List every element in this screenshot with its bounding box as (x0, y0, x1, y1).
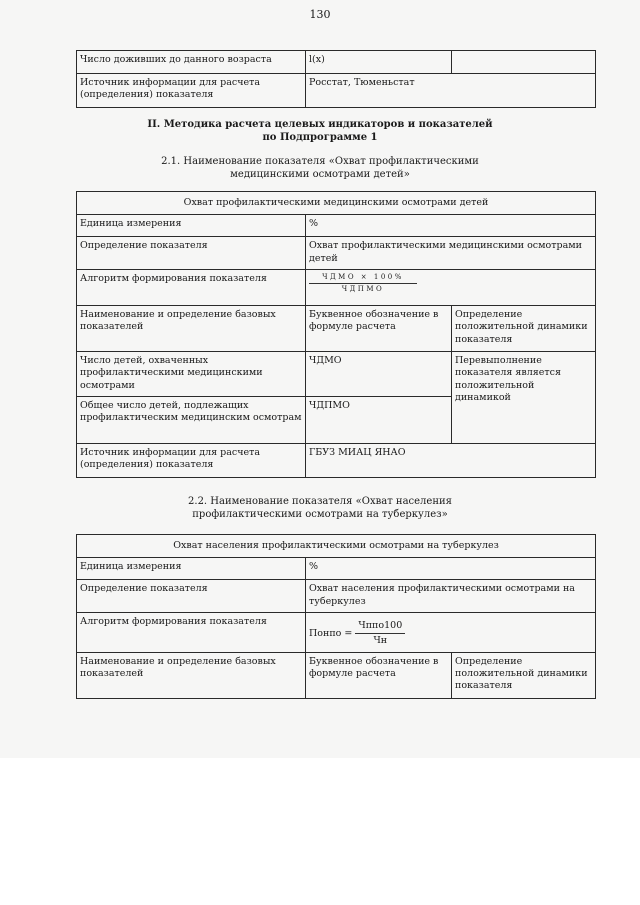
table-row (77, 51, 596, 74)
subheading-2-2-line2: профилактическими осмотрами на туберкулез» (192, 509, 448, 520)
table-row (77, 558, 596, 580)
table-row (77, 580, 596, 613)
subheading-2-1 (0, 155, 640, 181)
table-cell: Охват профилактическими медицинскими осмотрами детей (306, 237, 596, 270)
table-row (77, 270, 596, 306)
table-row (77, 215, 596, 237)
table-cell: Охват населения профилактическими осмотрами на туберкулез (306, 580, 596, 613)
formula-numerator: ЧДМО × 100% (309, 273, 417, 284)
table-row (77, 535, 596, 558)
table-row (77, 74, 596, 108)
table-cell: Наименование и определение базовых показателей (77, 306, 306, 352)
table-cell: Источник информации для расчета (определения) показателя (77, 74, 306, 108)
formula-fraction (355, 620, 405, 648)
subheading-2-2 (0, 495, 640, 521)
table-cell (452, 51, 596, 74)
table-cell: Определение показателя (77, 580, 306, 613)
table-cell: Единица измерения (77, 558, 306, 580)
table-cell: Определение положительной динамики показателя (452, 652, 596, 698)
table-cell: Определение показателя (77, 237, 306, 270)
table-cell: % (306, 215, 596, 237)
section-heading-line1: II. Методика расчета целевых индикаторов и показателей (147, 119, 493, 130)
table-cell: Число доживших до данного возраста (77, 51, 306, 74)
table-cell: Определение положительной динамики показателя (452, 306, 596, 352)
table-cell: Единица измерения (77, 215, 306, 237)
section-heading-line2: по Подпрограмме 1 (262, 132, 378, 143)
formula-numerator: Чппо100 (355, 620, 405, 634)
table-row (77, 352, 596, 397)
table-cell: Росстат, Тюменьстат (306, 74, 596, 108)
table-cell: ГБУЗ МИАЦ ЯНАО (306, 444, 596, 478)
table-cell: Буквенное обозначение в формуле расчета (306, 306, 452, 352)
table-cell: Буквенное обозначение в формуле расчета (306, 652, 452, 698)
table-row (77, 192, 596, 215)
table-cell: ЧДМО (306, 352, 452, 397)
table-cell: % (306, 558, 596, 580)
table-row (77, 652, 596, 698)
formula-cell (306, 613, 596, 653)
table-cell: Источник информации для расчета (определения) показателя (77, 444, 306, 478)
table-title: Охват профилактическими медицинскими осмотрами детей (77, 192, 596, 215)
formula-denominator: Чн (373, 635, 388, 647)
table-cell: Перевыполнение показателя является положительной динамикой (452, 352, 596, 444)
formula-cell (306, 270, 596, 306)
table-row (77, 237, 596, 270)
table-cell: Общее число детей, подлежащих профилактическим медицинским осмотрам (77, 397, 306, 444)
table-cell: l(x) (306, 51, 452, 74)
table-cell: Алгоритм формирования показателя (77, 270, 306, 306)
formula-denominator: ЧДПМО (341, 285, 385, 294)
formula (309, 273, 417, 294)
section-heading (0, 118, 640, 144)
table-row (77, 306, 596, 352)
top-table (76, 50, 596, 108)
table-cell: ЧДПМО (306, 397, 452, 444)
subheading-2-2-line1: 2.2. Наименование показателя «Охват населения (188, 496, 452, 507)
formula (309, 616, 592, 648)
page-number: 130 (309, 8, 331, 21)
formula-lhs: Понпо = (309, 627, 353, 639)
subheading-2-1-line2: медицинскими осмотрами детей» (230, 169, 410, 180)
table-cell: Число детей, охваченных профилактическими медицинскими осмотрами (77, 352, 306, 397)
table-cell: Наименование и определение базовых показателей (77, 652, 306, 698)
table-row (77, 613, 596, 653)
indicator-table-2 (76, 534, 596, 699)
indicator-table-1 (76, 191, 596, 478)
table-title: Охват населения профилактическими осмотрами на туберкулез (77, 535, 596, 558)
table-row (77, 444, 596, 478)
table-cell: Алгоритм формирования показателя (77, 613, 306, 653)
subheading-2-1-line1: 2.1. Наименование показателя «Охват профилактическими (161, 156, 479, 167)
